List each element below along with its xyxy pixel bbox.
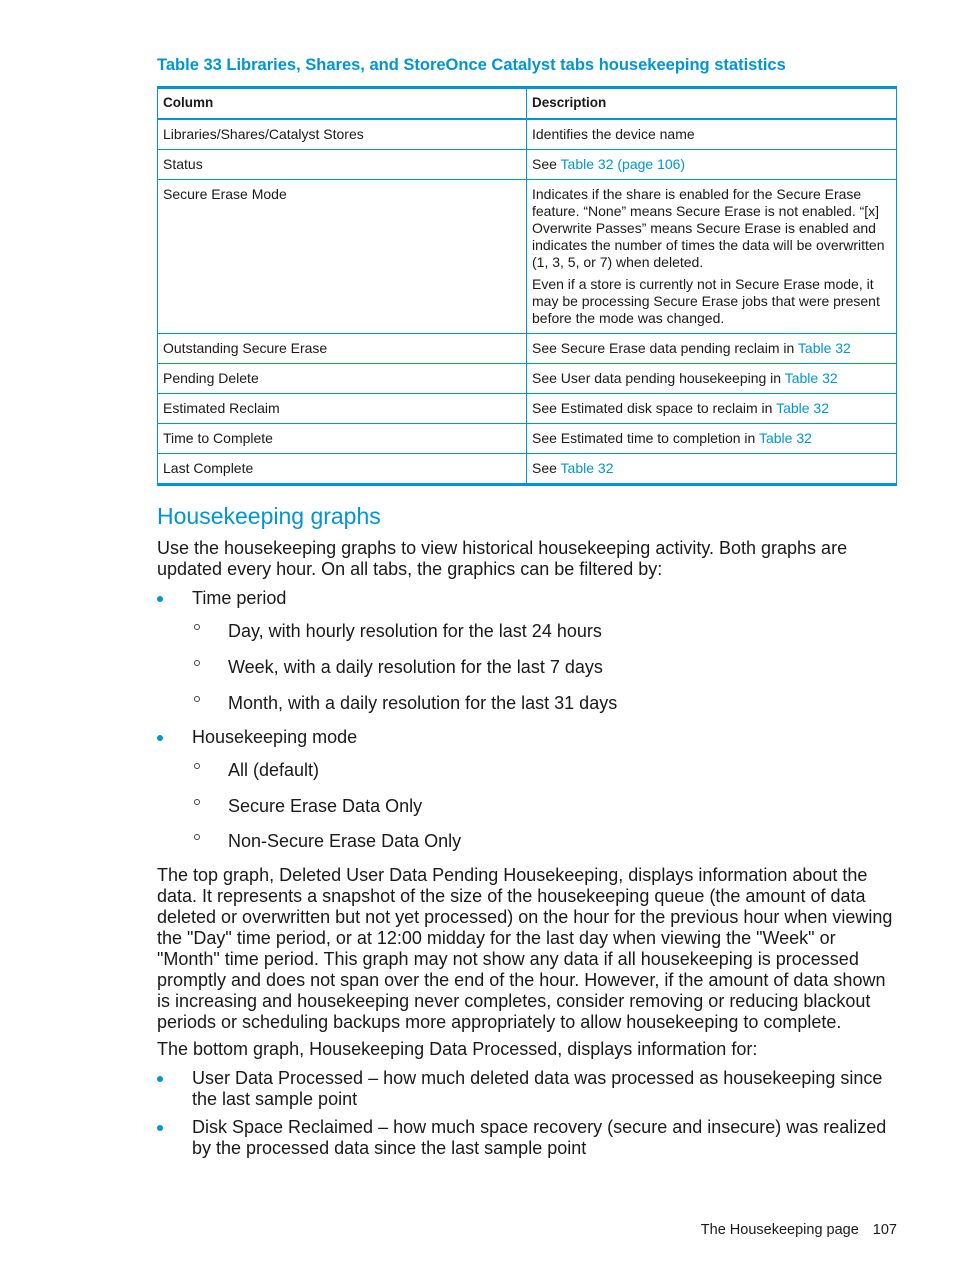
description-text: Identifies the device name bbox=[532, 126, 695, 142]
row-description bbox=[527, 364, 897, 394]
column-header: Column bbox=[158, 88, 527, 120]
bottom-graph-paragraph: The bottom graph, Housekeeping Data Processed, displays information for: bbox=[157, 1039, 758, 1059]
table-header-row bbox=[158, 88, 897, 120]
sub-bullet-text: Month, with a daily resolution for the last 31 days bbox=[228, 693, 618, 713]
description-paragraph: Indicates if the share is enabled for the Secure Erase feature. “None” means Secure Erase is not enabled. “[x] Overwrite Passes” means Secure Erase is enabled and indicates the number of times the data will be overwritten (1, 3, 5, or 7) when deleted. bbox=[532, 186, 885, 270]
bullet-text: Time period bbox=[192, 588, 287, 608]
housekeeping-statistics-table bbox=[157, 86, 897, 486]
section-heading: Housekeeping graphs bbox=[157, 503, 381, 529]
row-column-name: Status bbox=[158, 150, 527, 180]
table-32-link[interactable]: Table 32 bbox=[560, 460, 614, 476]
table-row bbox=[158, 424, 897, 454]
row-description bbox=[527, 394, 897, 424]
circle-bullet-icon bbox=[194, 799, 200, 805]
bullet-icon bbox=[157, 1076, 163, 1082]
table-row bbox=[158, 180, 897, 334]
description-text: See Estimated disk space to reclaim in bbox=[532, 400, 777, 416]
row-column-name: Outstanding Secure Erase bbox=[158, 334, 527, 364]
row-description bbox=[527, 334, 897, 364]
intro-paragraph: Use the housekeeping graphs to view historical housekeeping activity. Both graphs are updated every hour. On all tabs, the graphics can be filtered by: bbox=[157, 538, 848, 579]
bullet-text: User Data Processed – how much deleted data was processed as housekeeping since the last sample point bbox=[192, 1068, 883, 1109]
row-column-name: Time to Complete bbox=[158, 424, 527, 454]
footer-title: The Housekeeping page bbox=[700, 1222, 859, 1238]
circle-bullet-icon bbox=[194, 696, 200, 702]
description-paragraph: Even if a store is currently not in Secure Erase mode, it may be processing Secure Erase jobs that were present before the mode was changed. bbox=[532, 276, 880, 326]
table-row bbox=[158, 364, 897, 394]
bullet-icon bbox=[157, 1125, 163, 1131]
table-row bbox=[158, 394, 897, 424]
row-column-name: Estimated Reclaim bbox=[158, 394, 527, 424]
table-caption: Table 33 Libraries, Shares, and StoreOnce Catalyst tabs housekeeping statistics bbox=[157, 56, 786, 74]
bullet-text: Housekeeping mode bbox=[192, 727, 358, 747]
description-text: See Secure Erase data pending reclaim in bbox=[532, 340, 798, 356]
description-text: See Estimated time to completion in bbox=[532, 430, 759, 446]
table-32-link[interactable]: Table 32 bbox=[797, 340, 851, 356]
row-description bbox=[527, 424, 897, 454]
sub-bullet-text: Secure Erase Data Only bbox=[228, 796, 423, 816]
table-row bbox=[158, 334, 897, 364]
row-column-name: Secure Erase Mode bbox=[158, 180, 527, 334]
row-description bbox=[527, 180, 897, 334]
sub-bullet-text: Non-Secure Erase Data Only bbox=[228, 831, 462, 851]
row-description bbox=[527, 119, 897, 150]
circle-bullet-icon bbox=[194, 834, 200, 840]
top-graph-paragraph: The top graph, Deleted User Data Pending Housekeeping, displays information about the data. It represents a snapshot of the size of the housekeeping queue (the amount of data deleted or overwritten but not yet processed) on the hour for the previous hour when viewing the "Day" time period, or at 12:00 midday for the last day when viewing the "Week" or "Month" time period. This graph may not show any data if all housekeeping is processed promptly and does not span over the end of the hour. However, if the amount of data shown is increasing and housekeeping never completes, consider removing or reducing blackout periods or scheduling backups more appropriately to allow housekeeping to complete. bbox=[157, 865, 893, 1032]
row-column-name: Libraries/Shares/Catalyst Stores bbox=[158, 119, 527, 150]
row-column-name: Pending Delete bbox=[158, 364, 527, 394]
sub-bullet-text: All (default) bbox=[228, 760, 320, 780]
description-header: Description bbox=[527, 88, 897, 120]
page-number: 107 bbox=[872, 1222, 897, 1238]
table-32-link[interactable]: Table 32 (page 106) bbox=[560, 156, 686, 172]
description-text: See User data pending housekeeping in bbox=[532, 370, 785, 386]
row-description bbox=[527, 150, 897, 180]
table-row bbox=[158, 150, 897, 180]
sub-bullet-text: Day, with hourly resolution for the last 24 hours bbox=[228, 621, 602, 641]
table-row bbox=[158, 454, 897, 485]
sub-bullet-text: Week, with a daily resolution for the last 7 days bbox=[228, 657, 603, 677]
table-32-link[interactable]: Table 32 bbox=[784, 370, 838, 386]
page-footer bbox=[701, 1222, 897, 1238]
bullet-icon bbox=[157, 735, 163, 741]
description-text: See bbox=[532, 460, 561, 476]
table-row bbox=[158, 119, 897, 150]
row-description bbox=[527, 454, 897, 485]
table-32-link[interactable]: Table 32 bbox=[776, 400, 830, 416]
bullet-text: Disk Space Reclaimed – how much space recovery (secure and insecure) was realized by the processed data since the last sample point bbox=[192, 1117, 887, 1158]
bullet-icon bbox=[157, 596, 163, 602]
circle-bullet-icon bbox=[194, 660, 200, 666]
circle-bullet-icon bbox=[194, 763, 200, 769]
row-column-name: Last Complete bbox=[158, 454, 527, 485]
table-32-link[interactable]: Table 32 bbox=[758, 430, 812, 446]
circle-bullet-icon bbox=[194, 624, 200, 630]
description-text: See bbox=[532, 156, 561, 172]
